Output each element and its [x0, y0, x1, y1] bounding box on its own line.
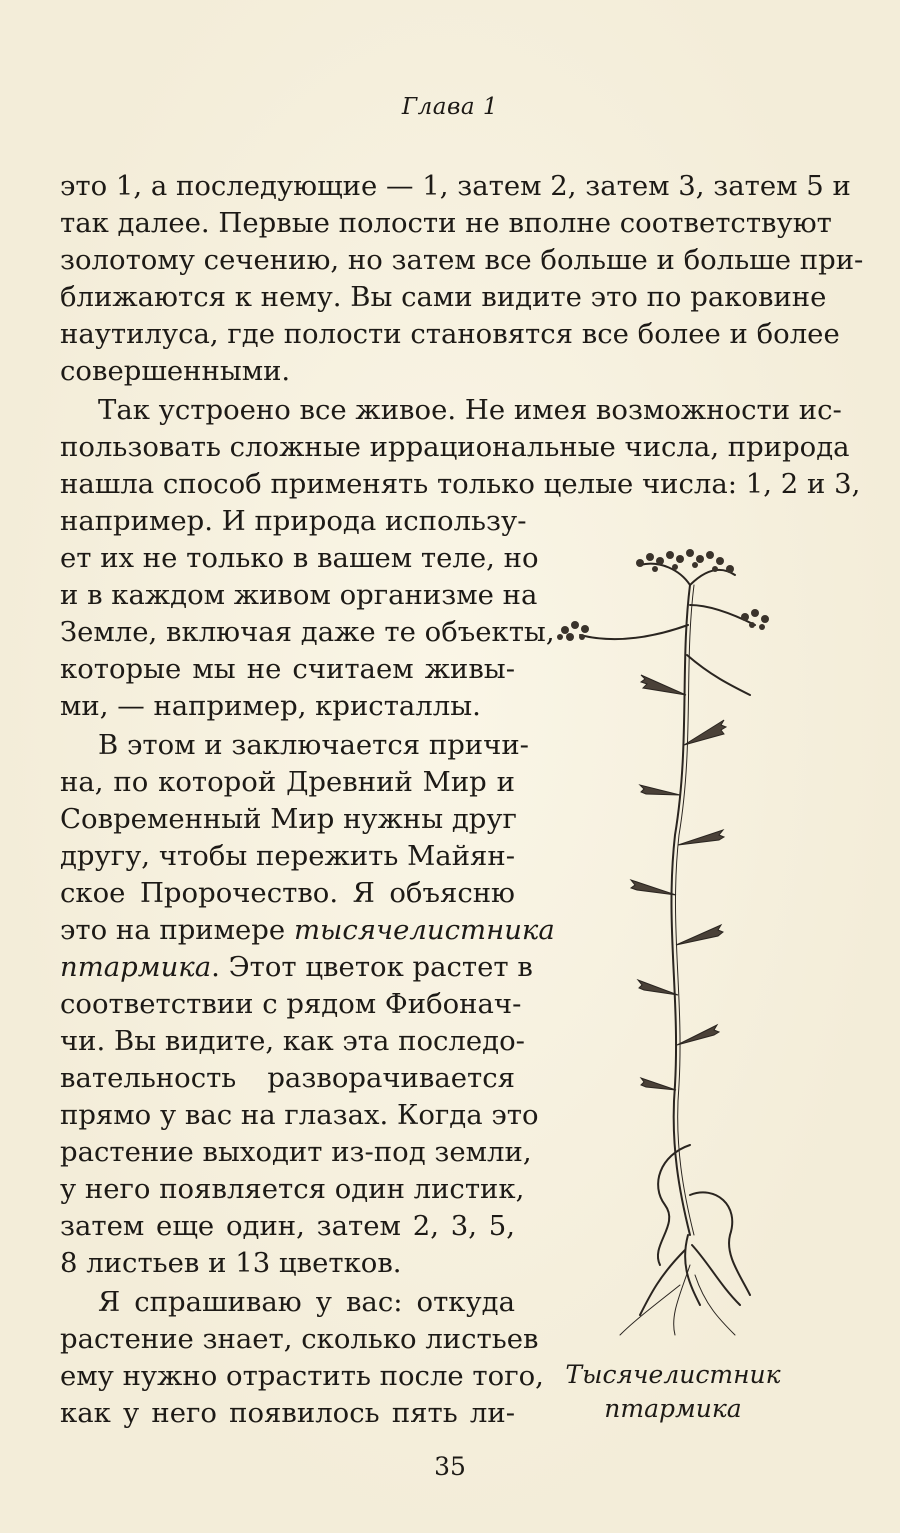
text-line: как у него появилось пять ли-	[60, 1397, 515, 1429]
text-line: В этом и заключается причи-	[98, 729, 529, 761]
text-line: Я спрашиваю у вас: откуда	[98, 1286, 515, 1318]
text-line: растение знает, сколько листьев	[60, 1323, 539, 1355]
text-line: ское Пророчество. Я объясню	[60, 877, 515, 909]
text-line: наутилуса, где полости становятся все более и более	[60, 318, 840, 350]
text-line: ми, — например, кристаллы.	[60, 690, 481, 722]
text-line: Современный Мир нужны друг	[60, 803, 517, 835]
running-head: Глава 1	[401, 94, 499, 120]
text-line: соответствии с рядом Фибонач-	[60, 988, 522, 1020]
text-line: нашла способ применять только целые числа: 1, 2 и 3,	[60, 468, 861, 500]
text-line: так далее. Первые полости не вполне соответствуют	[60, 207, 832, 239]
text-line: другу, чтобы пережить Майян-	[60, 840, 515, 872]
text-line: пользовать сложные иррациональные числа, природа	[60, 431, 850, 463]
text-line: например. И природа использу-	[60, 505, 527, 537]
text-line: затем еще один, затем 2, 3, 5,	[60, 1210, 515, 1242]
text-line: которые мы не считаем живы-	[60, 653, 515, 685]
text-line: на, по которой Древний Мир и	[60, 766, 515, 798]
text-line: это 1, а последующие — 1, затем 2, затем 3, затем 5 и	[60, 170, 851, 202]
text-line: золотому сечению, но затем все больше и больше при-	[60, 244, 864, 276]
text-line	[60, 912, 555, 949]
text-line: Земле, включая даже те объекты,	[60, 616, 555, 648]
page-number: 35	[434, 1452, 466, 1481]
text-line: 8 листьев и 13 цветков.	[60, 1247, 402, 1279]
text-line: вательность разворачивается	[60, 1062, 515, 1094]
text-run: . Этот цветок растет в	[211, 951, 533, 983]
text-line: ближаются к нему. Вы сами видите это по раковине	[60, 281, 827, 313]
text-line: совершенными.	[60, 355, 291, 387]
text-line: Так устроено все живое. Не имея возможности ис-	[98, 394, 842, 426]
yarrow-plant-illustration	[540, 545, 800, 1345]
text-line: чи. Вы видите, как эта последо-	[60, 1025, 525, 1057]
italic-plant-name: птармика	[60, 951, 212, 983]
text-line: и в каждом живом организме на	[60, 579, 538, 611]
text-line: растение выходит из-под земли,	[60, 1136, 532, 1168]
text-line: прямо у вас на глазах. Когда это	[60, 1099, 539, 1131]
figure-caption-line: Тысячелистник	[565, 1360, 781, 1389]
flower-cluster	[741, 609, 769, 630]
text-line: у него появляется один листик,	[60, 1173, 525, 1205]
figure-caption-line: птармика	[604, 1394, 742, 1423]
flower-cluster	[557, 621, 589, 641]
text-line	[60, 949, 533, 986]
text-line: ет их не только в вашем теле, но	[60, 542, 539, 574]
italic-plant-name: тысячелистника	[293, 914, 555, 946]
text-run: это на примере	[60, 914, 294, 946]
text-line: ему нужно отрастить после того,	[60, 1360, 544, 1392]
